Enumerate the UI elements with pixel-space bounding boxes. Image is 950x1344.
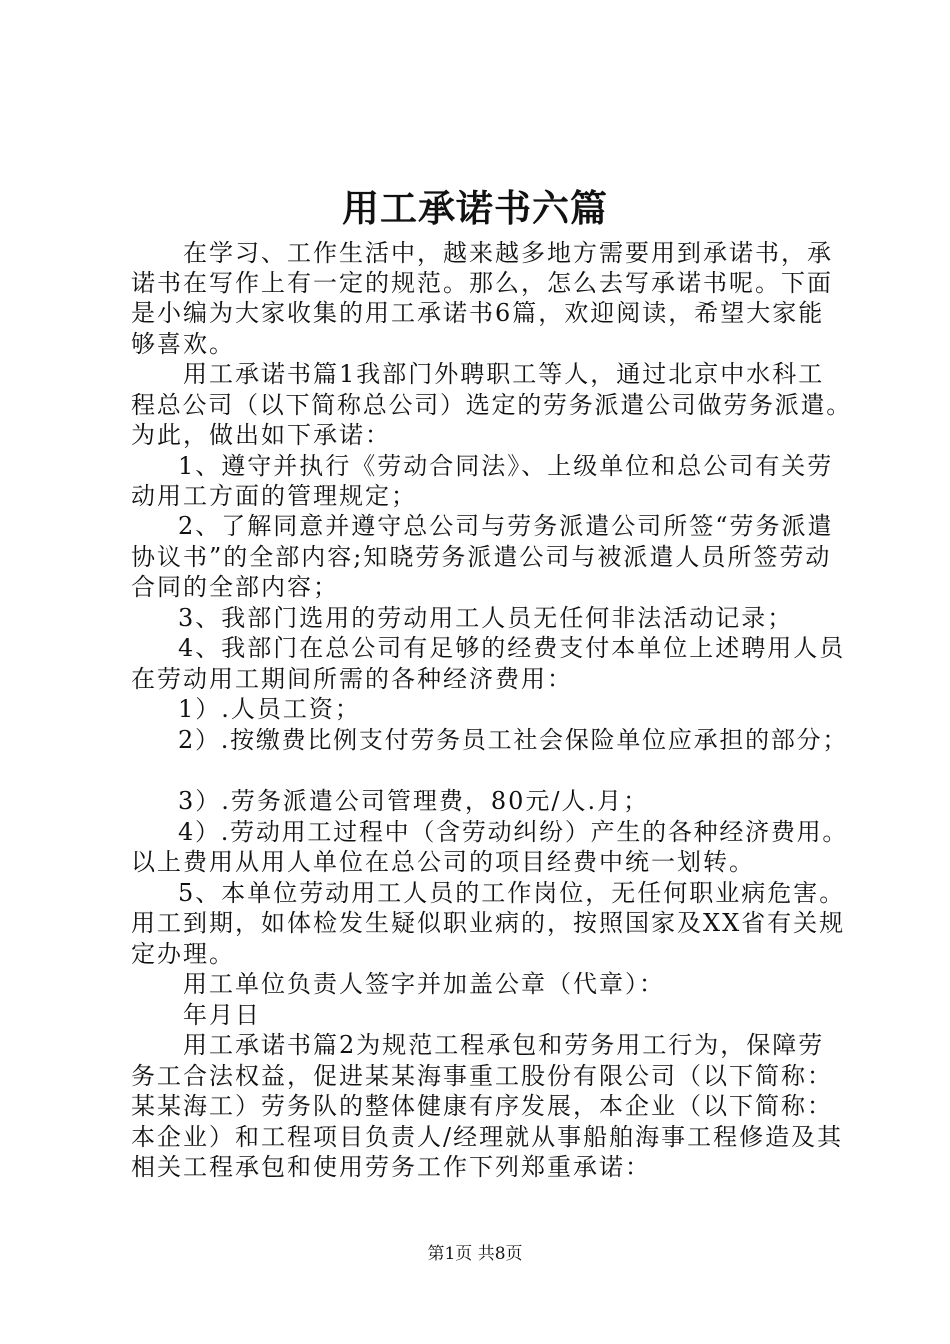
body-line: 为此，做出如下承诺： [131, 421, 391, 449]
body-line: 以上费用从用人单位在总公司的项目经费中统一划转。 [131, 848, 755, 876]
body-line: 用工到期，如体检发生疑似职业病的，按照国家及XX省有关规 [131, 909, 846, 937]
body-line: 程总公司（以下简称总公司）选定的劳务派遣公司做劳务派遣。 [131, 391, 852, 419]
body-line: 诺书在写作上有一定的规范。那么，怎么去写承诺书呢。下面 [131, 269, 833, 297]
body-line: 5、本单位劳动用工人员的工作岗位，无任何职业病危害。 [178, 879, 846, 907]
page-footer: 第1页 共8页 [427, 1244, 523, 1264]
body-line: 年月日 [183, 1001, 261, 1029]
body-line: 1、遵守并执行《劳动合同法》、上级单位和总公司有关劳 [178, 452, 834, 480]
body-line: 务工合法权益，促进某某海事重工股份有限公司（以下简称： [131, 1062, 833, 1090]
body-line: 4、我部门在总公司有足够的经费支付本单位上述聘用人员 [178, 634, 846, 662]
body-line: 2）.按缴费比例支付劳务员工社会保险单位应承担的部分； [178, 726, 849, 754]
body-line: 够喜欢。 [131, 330, 235, 358]
body-line: 在学习、工作生活中，越来越多地方需要用到承诺书，承 [183, 239, 833, 267]
body-line: 某某海工）劳务队的整体健康有序发展，本企业（以下简称： [131, 1092, 833, 1120]
body-line: 相关工程承包和使用劳务工作下列郑重承诺： [131, 1153, 651, 1181]
body-line: 用工承诺书篇1我部门外聘职工等人，通过北京中水科工 [183, 360, 825, 388]
body-line: 1）.人员工资； [178, 695, 361, 723]
body-line: 3）.劳务派遣公司管理费，80元/人.月； [178, 787, 650, 815]
body-line: 用工单位负责人签字并加盖公章（代章）： [183, 970, 665, 998]
body-line: 动用工方面的管理规定； [131, 482, 417, 510]
body-line: 定办理。 [131, 940, 235, 968]
body-line: 4）.劳动用工过程中（含劳动纠纷）产生的各种经济费用。 [178, 818, 849, 846]
body-line: 3、我部门选用的劳动用工人员无任何非法活动记录； [178, 604, 794, 632]
body-line: 用工承诺书篇2为规范工程承包和劳务用工行为，保障劳 [183, 1031, 825, 1059]
body-line: 2、了解同意并遵守总公司与劳务派遣公司所签“劳务派遣 [178, 512, 834, 540]
body-line: 合同的全部内容； [131, 573, 339, 601]
body-line: 在劳动用工期间所需的各种经济费用： [131, 665, 573, 693]
body-line: 是小编为大家收集的用工承诺书6篇，欢迎阅读，希望大家能 [131, 299, 825, 327]
body-line: 本企业）和工程项目负责人/经理就从事船舶海事工程修造及其 [131, 1123, 844, 1151]
document-title: 用工承诺书六篇 [342, 186, 608, 230]
body-line: 协议书”的全部内容;知晓劳务派遣公司与被派遣人员所签劳动 [131, 543, 832, 571]
